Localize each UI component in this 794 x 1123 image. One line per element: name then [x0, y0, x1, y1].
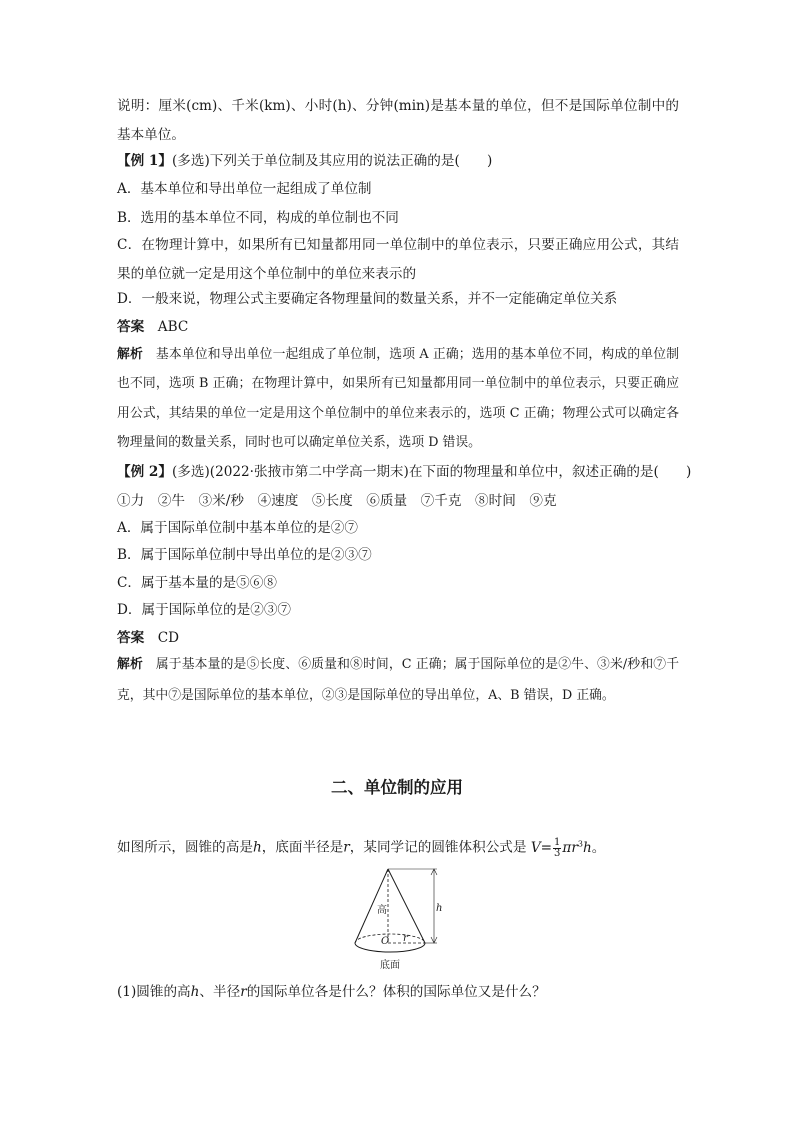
example2-answer-label: 答案	[117, 630, 145, 646]
formula-v: V	[530, 839, 541, 856]
formula-r: r	[571, 839, 578, 856]
q1-text-2: 、半径	[199, 984, 241, 1000]
label-base: 底面	[380, 960, 400, 971]
fraction-denominator: 3	[554, 847, 561, 859]
section-title: 二、单位制的应用	[331, 778, 463, 797]
cone-right-edge	[388, 869, 425, 943]
base-front-arc	[355, 943, 425, 952]
q1-var-r: r	[240, 984, 247, 1000]
example2-option-a: A．属于国际单位制中基本单位的是②⑦	[117, 520, 358, 536]
question-1	[117, 984, 546, 1000]
note-label: 说明：	[117, 98, 159, 114]
label-o: O	[381, 936, 390, 947]
example1-question	[117, 153, 492, 169]
intro-var-h: h	[252, 839, 262, 856]
example1-option-c: C．在物理计算中，如果所有已知量都用同一单位制中的单位表示，只要正确应用公式，其结果的单位就一定是用这个单位制中的单位来表示的	[117, 237, 679, 283]
example2-analysis-label: 解析	[117, 657, 143, 672]
note-paragraph	[117, 92, 679, 151]
volume-formula	[530, 836, 606, 859]
base-back-arc	[355, 934, 425, 943]
example1-analysis	[117, 340, 679, 458]
label-r: r	[403, 933, 408, 944]
example2-items: ①力 ②牛 ③米/秒 ④速度 ⑤长度 ⑥质量 ⑦千克 ⑧时间 ⑨克	[117, 493, 557, 509]
label-h: h	[436, 903, 443, 914]
fraction-numerator: 1	[554, 836, 561, 848]
example2-answer-value: CD	[157, 630, 180, 646]
example1-option-d: D．一般来说，物理公式主要确定各物理量间的数量关系，并不一定能确定单位关系	[117, 291, 618, 307]
example2-analysis	[117, 649, 679, 711]
intro-text-3: ，某同学记的圆锥体积公式是	[349, 839, 527, 856]
q1-text-1: (1)圆锥的高	[117, 984, 191, 1000]
formula-exponent: 3	[577, 839, 583, 848]
example1-analysis-text: 基本单位和导出单位一起组成了单位制，选项 A 正确；选用的基本单位不同，构成的单位制也不同，选项 B 正确；在物理计算中，如果所有已知量都用同一单位制中的单位表示，只要正确应用公式，其结果的单位一定是用这个单位制中的单位来表示的，选项 C 正确；物理公式可以确定各物理量间的数量关系，同时也可以确定单位关系，选项 D 错误。	[117, 347, 680, 451]
intro-text-2: ，底面半径是	[261, 839, 344, 856]
example2-option-d: D．属于国际单位的是②③⑦	[117, 602, 292, 618]
q1-var-h: h	[190, 984, 200, 1000]
example1-tag: 【例 1】	[117, 153, 172, 169]
formula-fraction	[553, 838, 561, 859]
example1-option-b: B．选用的基本单位不同，构成的单位制也不同	[117, 210, 399, 226]
intro-var-r: r	[343, 839, 350, 856]
example1-option-a: A．基本单位和导出单位一起组成了单位制	[117, 181, 372, 197]
example1-analysis-label: 解析	[117, 347, 143, 362]
example2-question	[117, 464, 691, 480]
example2-answer	[117, 630, 179, 646]
formula-pi: π	[562, 839, 572, 856]
example2-analysis-text: 属于基本量的是⑤长度、⑥质量和⑧时间，C 正确；属于国际单位的是②牛、③米/秒和⑦千克，其中⑦是国际单位的基本单位，②③是国际单位的导出单位，A、B 错误，D 正确。	[117, 657, 680, 703]
example1-answer-value: ABC	[157, 319, 189, 335]
intro-end: 。	[591, 839, 606, 856]
example1-answer-label: 答案	[117, 319, 145, 335]
example1-question-text: (多选)下列关于单位制及其应用的说法正确的是( )	[171, 153, 493, 169]
example1-answer	[117, 319, 188, 335]
example2-question-text: (多选)(2022·张掖市第二中学高一期末)在下面的物理量和单位中，叙述正确的是( )	[171, 464, 692, 480]
example2-option-b: B．属于国际单位制中导出单位的是②③⑦	[117, 547, 372, 563]
example2-tag: 【例 2】	[117, 464, 172, 480]
formula-h: h	[582, 839, 592, 856]
example2-option-c: C．属于基本量的是⑤⑥⑧	[117, 575, 277, 591]
label-height: 高	[377, 905, 387, 916]
formula-eq: =	[540, 839, 553, 856]
intro-line	[117, 833, 605, 859]
cone-diagram	[345, 866, 455, 974]
note-text: 厘米(cm)、千米(km)、小时(h)、分钟(min)是基本量的单位，但不是国际单位制中的基本单位。	[117, 98, 679, 144]
q1-text-3: 的国际单位各是什么？体积的国际单位又是什么？	[246, 984, 546, 1000]
intro-text-1: 如图所示，圆锥的高是	[117, 839, 253, 856]
